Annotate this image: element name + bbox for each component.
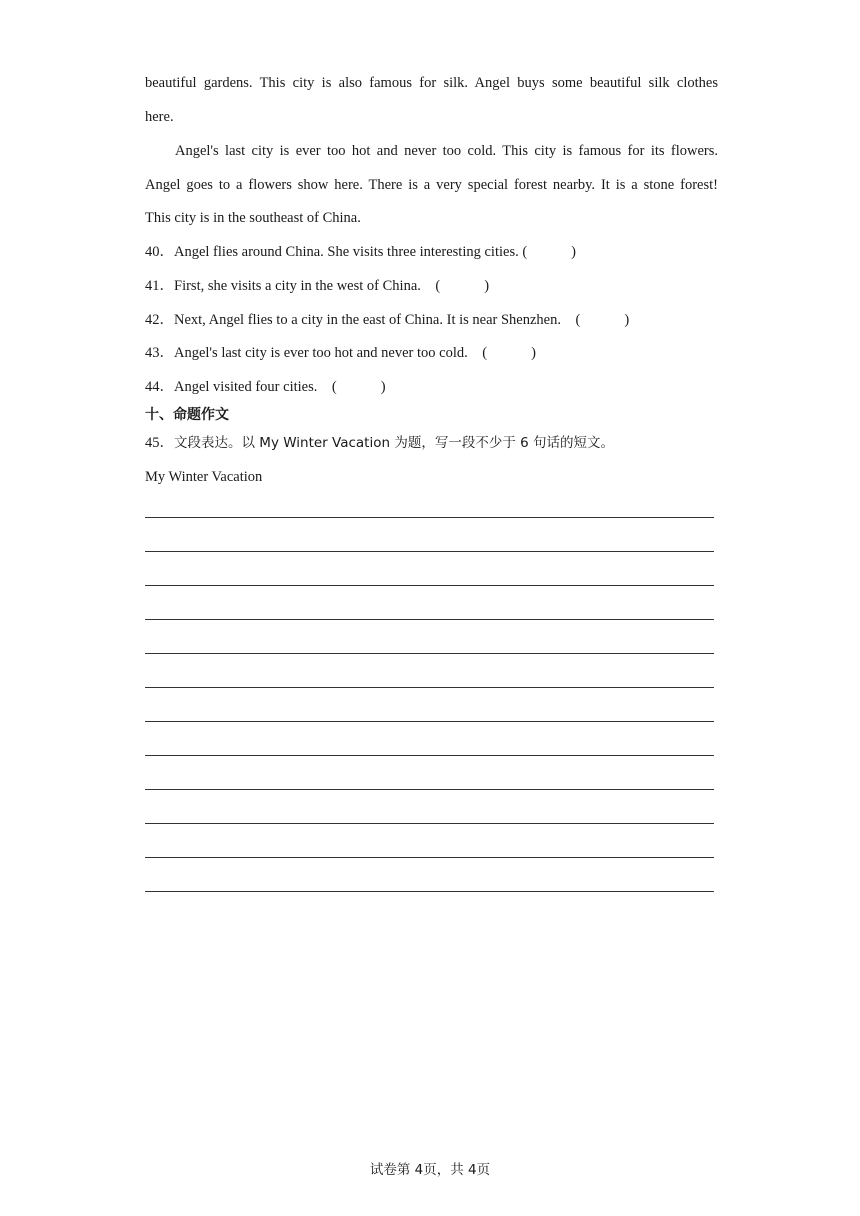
passage-line: This city is in the southeast of China. bbox=[145, 210, 361, 226]
question-number: 41． bbox=[145, 278, 174, 294]
passage-line: Angel's last city is ever too hot and never too cold. This city is famous for its flowers. bbox=[175, 143, 718, 159]
writing-line[interactable] bbox=[145, 891, 714, 892]
question-number: 45． bbox=[145, 435, 174, 451]
question-text: Next, Angel flies to a city in the east of China. It is near Shenzhen. ( bbox=[174, 312, 581, 328]
paren-close: ) bbox=[571, 244, 577, 260]
writing-line[interactable] bbox=[145, 823, 714, 824]
paren-close: ) bbox=[624, 312, 630, 328]
passage-line: Angel goes to a flowers show here. There is a very special forest nearby. It is a stone forest! bbox=[145, 177, 718, 193]
question-42 bbox=[145, 310, 718, 330]
question-text: First, she visits a city in the west of China. ( bbox=[174, 278, 441, 294]
question-number: 42． bbox=[145, 312, 174, 328]
writing-line[interactable] bbox=[145, 517, 714, 518]
writing-line[interactable] bbox=[145, 789, 714, 790]
writing-line[interactable] bbox=[145, 755, 714, 756]
question-43 bbox=[145, 343, 718, 363]
question-41 bbox=[145, 276, 718, 296]
writing-line[interactable] bbox=[145, 585, 714, 586]
question-40 bbox=[145, 242, 718, 262]
essay-prompt bbox=[145, 433, 718, 453]
paren-close: ) bbox=[484, 278, 490, 294]
writing-line[interactable] bbox=[145, 619, 714, 620]
page-footer: 试卷第 4页，共 4页 bbox=[369, 1162, 491, 1178]
passage-line: here. bbox=[145, 109, 174, 125]
question-text: Angel visited four cities. ( bbox=[174, 379, 337, 395]
question-number: 40． bbox=[145, 244, 174, 260]
writing-line[interactable] bbox=[145, 687, 714, 688]
question-text: Angel's last city is ever too hot and never too cold. ( bbox=[174, 345, 488, 361]
writing-line[interactable] bbox=[145, 721, 714, 722]
paren-close: ) bbox=[380, 379, 386, 395]
section-heading: 十、命题作文 bbox=[145, 407, 229, 423]
question-number: 43． bbox=[145, 345, 174, 361]
question-number: 44． bbox=[145, 379, 174, 395]
paren-close: ) bbox=[531, 345, 536, 361]
question-44 bbox=[145, 377, 718, 397]
essay-title: My Winter Vacation bbox=[145, 469, 263, 485]
question-text: Angel flies around China. She visits three interesting cities. ( bbox=[174, 244, 528, 260]
essay-prompt-text: 文段表达。以 My Winter Vacation 为题，写一段不少于 6 句话的短文。 bbox=[174, 435, 614, 451]
writing-line[interactable] bbox=[145, 653, 714, 654]
writing-line[interactable] bbox=[145, 551, 714, 552]
writing-line[interactable] bbox=[145, 857, 714, 858]
passage-line: beautiful gardens. This city is also famous for silk. Angel buys some beautiful silk clothes bbox=[145, 75, 718, 91]
